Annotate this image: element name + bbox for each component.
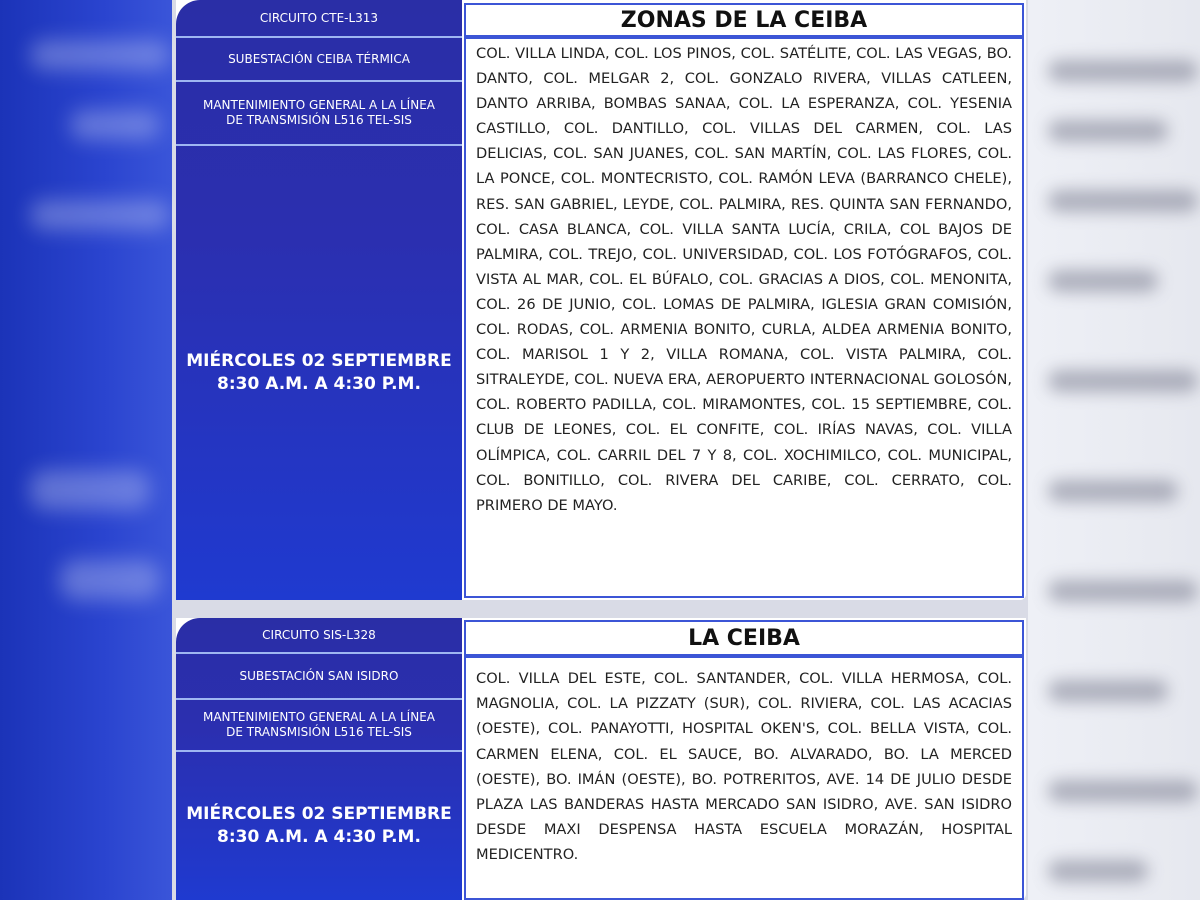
schedule-block [176,752,462,900]
blur-smear [1048,190,1198,212]
maintenance-label: MANTENIMIENTO GENERAL A LA LÍNEA DE TRANSMISIÓN L516 TEL-SIS [176,700,462,752]
outage-date: MIÉRCOLES 02 SEPTIEMBRE [186,804,452,824]
zone-title: ZONAS DE LA CEIBA [464,3,1024,37]
schedule-block [176,146,462,600]
outage-date: MIÉRCOLES 02 SEPTIEMBRE [186,351,452,371]
blur-smear [1048,780,1198,802]
outage-time: 8:30 A.M. A 4:30 P.M. [217,827,421,847]
background-right-blur [1028,0,1200,900]
outage-card-2 [176,618,1026,900]
blur-smear [1048,370,1198,392]
blur-smear [30,200,170,230]
blur-smear [1048,580,1198,602]
blur-smear [1048,860,1148,882]
substation-label: SUBESTACIÓN SAN ISIDRO [176,654,462,700]
maintenance-label: MANTENIMIENTO GENERAL A LA LÍNEA DE TRANSMISIÓN L516 TEL-SIS [176,82,462,146]
zone-title: LA CEIBA [464,620,1024,656]
outage-info-column [176,618,462,900]
blur-smear [30,470,150,510]
zone-list: COL. VILLA LINDA, COL. LOS PINOS, COL. SATÉLITE, COL. LAS VEGAS, BO. DANTO, COL. MELGAR 2, COL. GONZALO RIVERA, VILLAS CATLEEN, DANTO ARRIBA, BOMBAS SANAA, COL. LA ESPERANZA, COL. YESENIA CASTILLO, COL. DANTILLO, COL. VILLAS DEL CARMEN, COL. LAS DELICIAS, COL. SAN JUANES, COL. SAN MARTÍN, COL. LAS FLORES, COL. LA PONCE, COL. MONTECRISTO, COL. RAMÓN LEVA (BARRANCO CHELE), RES. SAN GABRIEL, LEYDE, COL. PALMIRA, RES. QUINTA SAN FERNANDO, COL. CASA BLANCA, COL. VILLA SANTA LUCÍA, CRILA, COL BAJOS DE PALMIRA, COL. TREJO, COL. UNIVERSIDAD, COL. LOS FOTÓGRAFOS, COL. VISTA AL MAR, COL. EL BÚFALO, COL. GRACIAS A DIOS, COL. MENONITA, COL. 26 DE JUNIO, COL. LOMAS DE PALMIRA, IGLESIA GRAN COMISIÓN, COL. RODAS, COL. ARMENIA BONITO, CURLA, ALDEA ARMENIA BONITO, COL. MARISOL 1 Y 2, VILLA ROMANA, COL. VISTA PALMIRA, COL. SITRALEYDE, COL. NUEVA ERA, AEROPUERTO INTERNACIONAL GOLOSÓN, COL. ROBERTO PADILLA, COL. MIRAMONTES, COL. 15 SEPTIEMBRE, COL. CLUB DE LEONES, COL. EL CONFITE, COL. IRÍAS NAVAS, COL. VILLA OLÍMPICA, COL. CARRIL DEL 7 Y 8, COL. XOCHIMILCO, COL. MUNICIPAL, COL. BONITILLO, COL. RIVERA DEL CARIBE, COL. CERRATO, COL. PRIMERO DE MAYO. [464,37,1024,598]
blur-smear [1048,270,1158,292]
blur-smear [30,40,170,70]
outage-time: 8:30 A.M. A 4:30 P.M. [217,374,421,394]
zone-list: COL. VILLA DEL ESTE, COL. SANTANDER, COL. VILLA HERMOSA, COL. MAGNOLIA, COL. LA PIZZATY (SUR), COL. RIVIERA, COL. LAS ACACIAS (OESTE), COL. PANAYOTTI, HOSPITAL OKEN'S, COL. BELLA VISTA, COL. CARMEN ELENA, COL. EL SAUCE, BO. ALVARADO, BO. LA MERCED (OESTE), BO. IMÁN (OESTE), BO. POTRERITOS, AVE. 14 DE JULIO DESDE PLAZA LAS BANDERAS HASTA MERCADO SAN ISIDRO, AVE. SAN ISIDRO DESDE MAXI DESPENSA HASTA ESCUELA MORAZÁN, HOSPITAL MEDICENTRO. [464,656,1024,900]
blur-smear [1048,680,1168,702]
blur-smear [70,110,160,140]
outage-info-column [176,0,462,600]
circuit-label: CIRCUITO SIS-L328 [176,618,462,654]
circuit-label: CIRCUITO CTE-L313 [176,0,462,38]
outage-card-1 [176,0,1026,600]
blur-smear [1048,120,1168,142]
blur-smear [1048,60,1198,82]
blur-smear [1048,480,1178,502]
blur-smear [60,560,160,600]
background-left-blur [0,0,172,900]
substation-label: SUBESTACIÓN CEIBA TÉRMICA [176,38,462,82]
